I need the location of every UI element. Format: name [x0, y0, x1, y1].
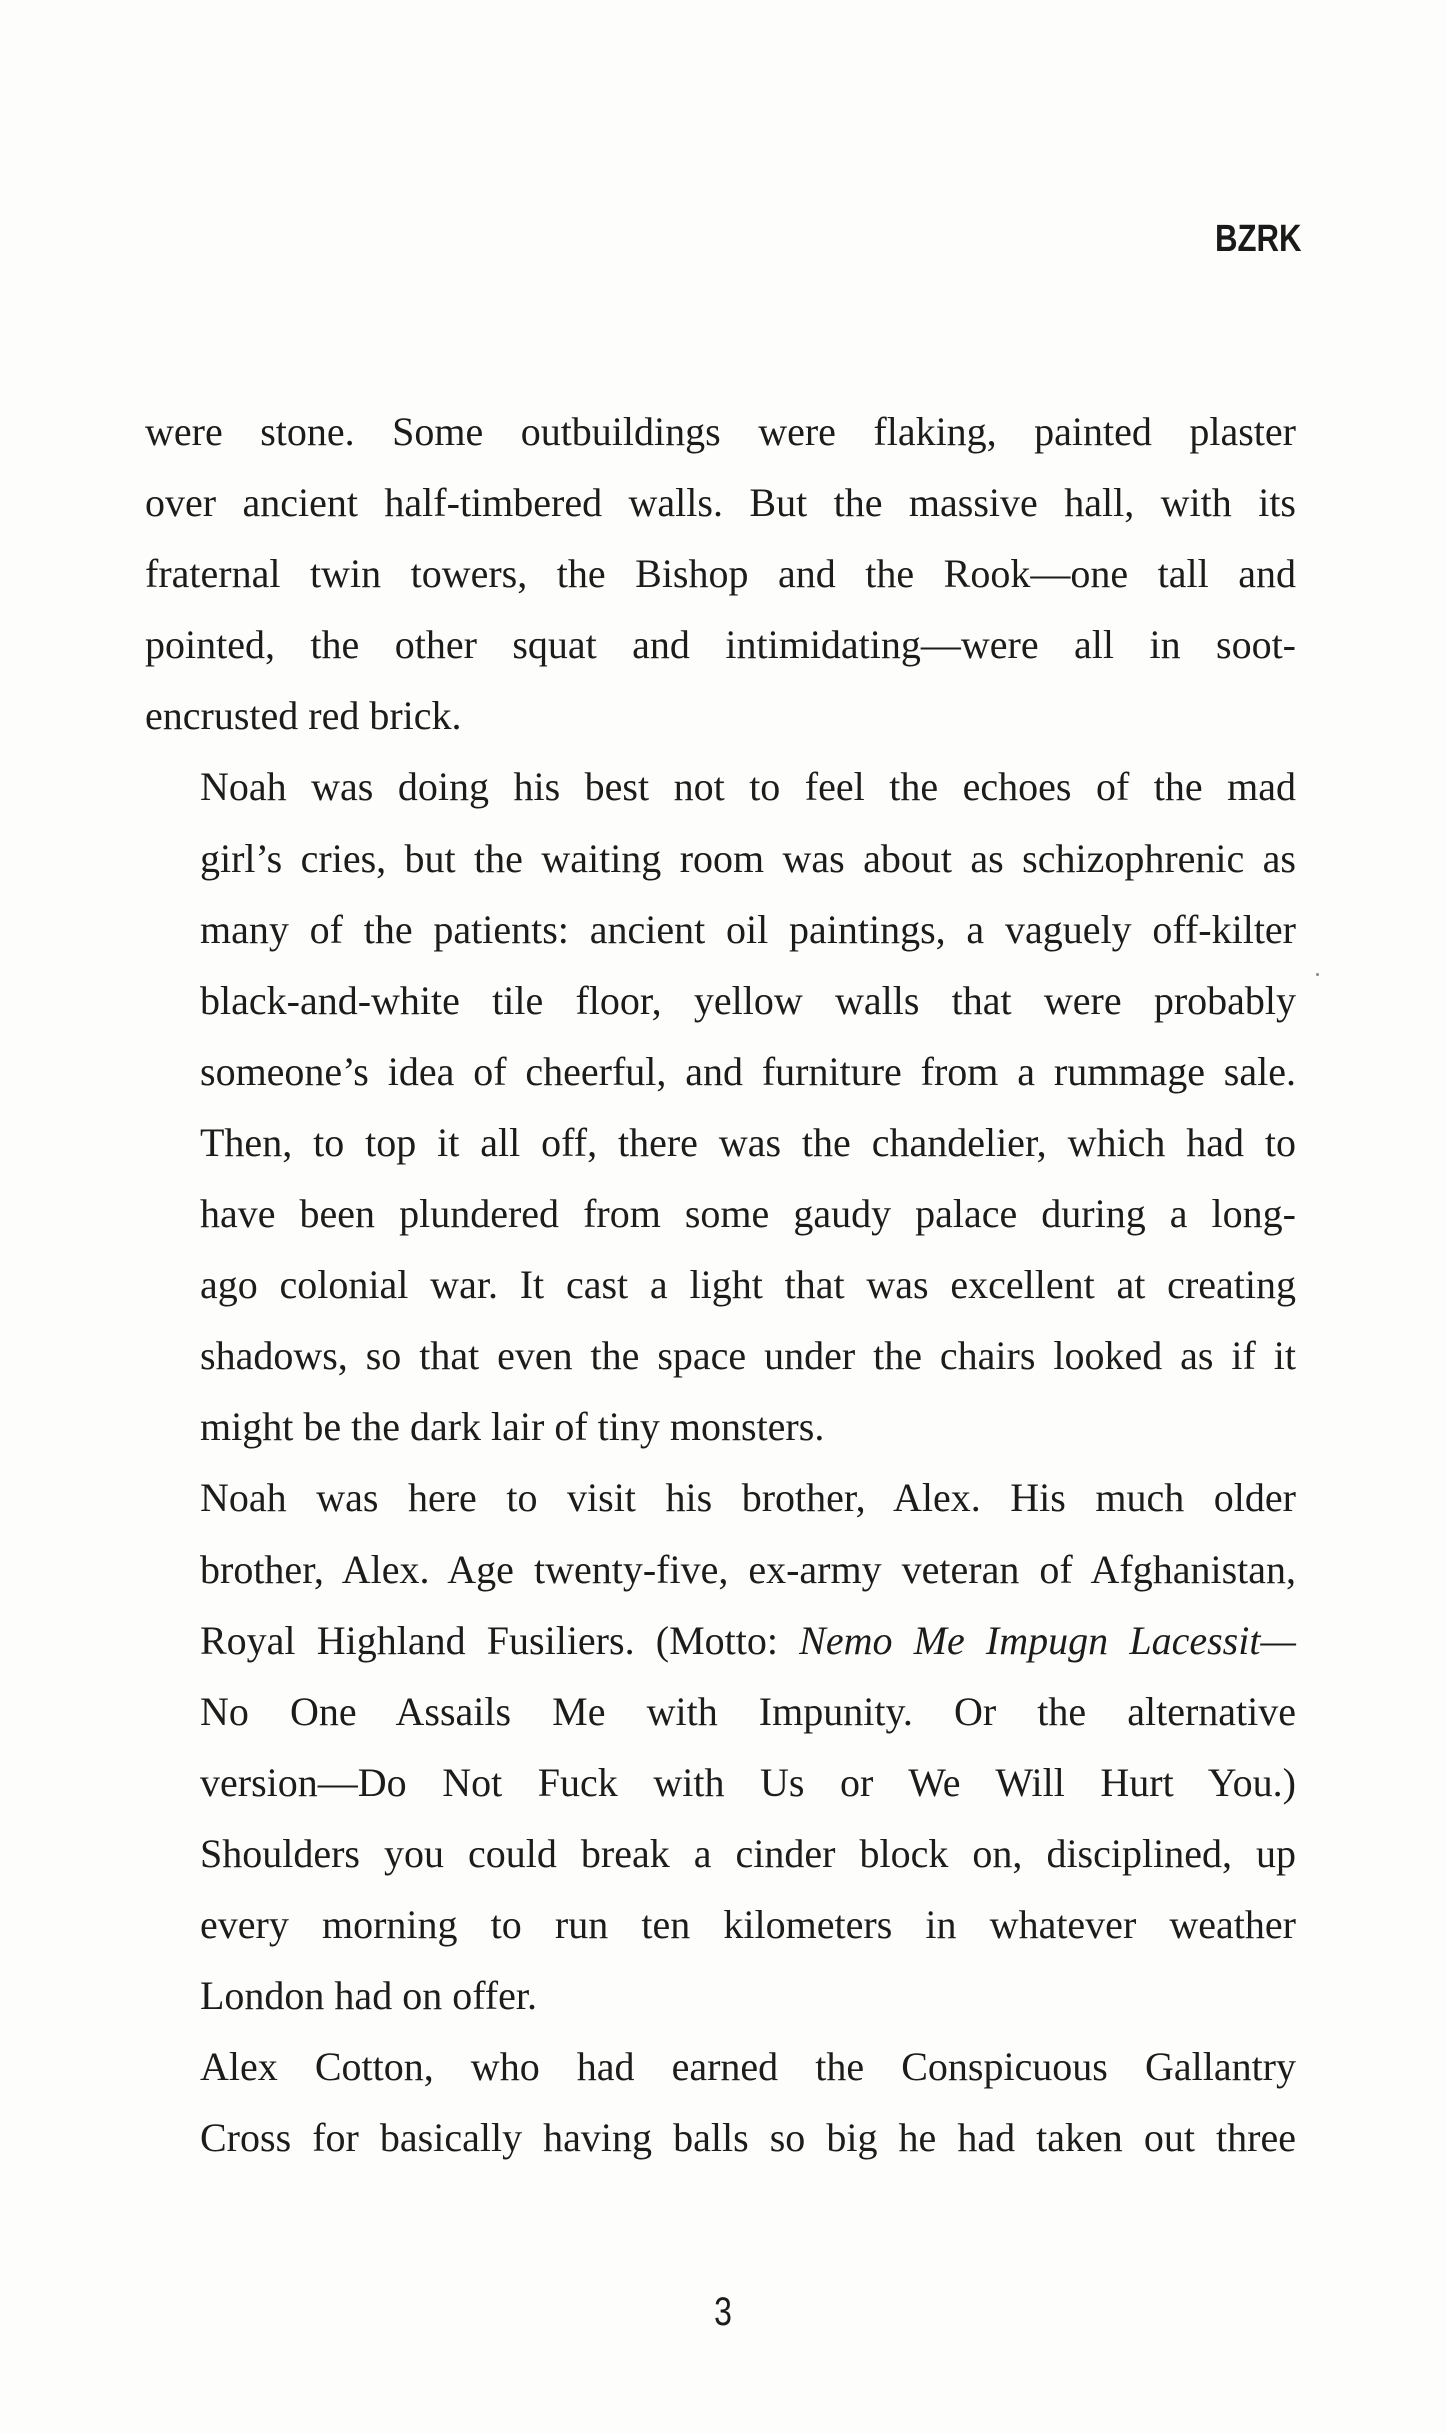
text-line: have been plundered from some gaudy palace during a long- [200, 1191, 1296, 1237]
text-line: girl’s cries, but the waiting room was about as schizophrenic as [200, 835, 1296, 881]
text-line: Cross for basically having balls so big he had taken out three [200, 2115, 1296, 2161]
text-line: Then, to top it all off, there was the chandelier, which had to [200, 1119, 1296, 1165]
text-line: London had on offer. [200, 1973, 537, 2019]
paragraph [145, 1462, 1296, 2031]
text-line: many of the patients: ancient oil paintings, a vaguely off-kilter [200, 906, 1296, 952]
text-line: black-and-white tile floor, yellow walls that were probably [200, 977, 1296, 1023]
running-head: BZRK [1215, 218, 1302, 260]
text-line: fraternal twin towers, the Bishop and the Rook—one tall and [145, 551, 1296, 597]
text-line: encrusted red brick. [145, 693, 462, 739]
paragraph [145, 751, 1296, 1462]
text-line: someone’s idea of cheerful, and furniture from a rummage sale. [200, 1048, 1296, 1094]
text-line: Shoulders you could break a cinder block on, disciplined, up [200, 1830, 1296, 1876]
text-line: No One Assails Me with Impunity. Or the alternative [200, 1688, 1296, 1734]
paragraph [145, 396, 1296, 751]
text-line: might be the dark lair of tiny monsters. [200, 1404, 825, 1450]
text-line: over ancient half-timbered walls. But the massive hall, with its [145, 480, 1296, 526]
text-line: version—Do Not Fuck with Us or We Will Hurt You.) [200, 1759, 1296, 1805]
print-speck [1316, 973, 1319, 976]
text-line: pointed, the other squat and intimidating—were all in soot- [145, 622, 1296, 668]
body-text [145, 396, 1296, 2173]
page-number: 3 [714, 2290, 732, 2334]
text-line: ago colonial war. It cast a light that was excellent at creating [200, 1262, 1296, 1308]
text-line: every morning to run ten kilometers in whatever weather [200, 1901, 1296, 1947]
text-line: Royal Highland Fusiliers. (Motto: Nemo Me Impugn Lacessit— [200, 1617, 1297, 1663]
text-line: were stone. Some outbuildings were flaking, painted plaster [145, 409, 1296, 454]
text-line: Alex Cotton, who had earned the Conspicuous Gallantry [200, 2044, 1296, 2090]
text-line: brother, Alex. Age twenty-five, ex-army veteran of Afghanistan, [200, 1546, 1296, 1592]
text-line: Noah was here to visit his brother, Alex. His much older [200, 1475, 1296, 1521]
italic-phrase: Nemo Me Impugn Lacessit— [799, 1617, 1297, 1663]
text-line: Noah was doing his best not to feel the echoes of the mad [200, 764, 1296, 810]
paragraph [145, 2031, 1296, 2173]
text-line: shadows, so that even the space under the chairs looked as if it [200, 1333, 1296, 1379]
